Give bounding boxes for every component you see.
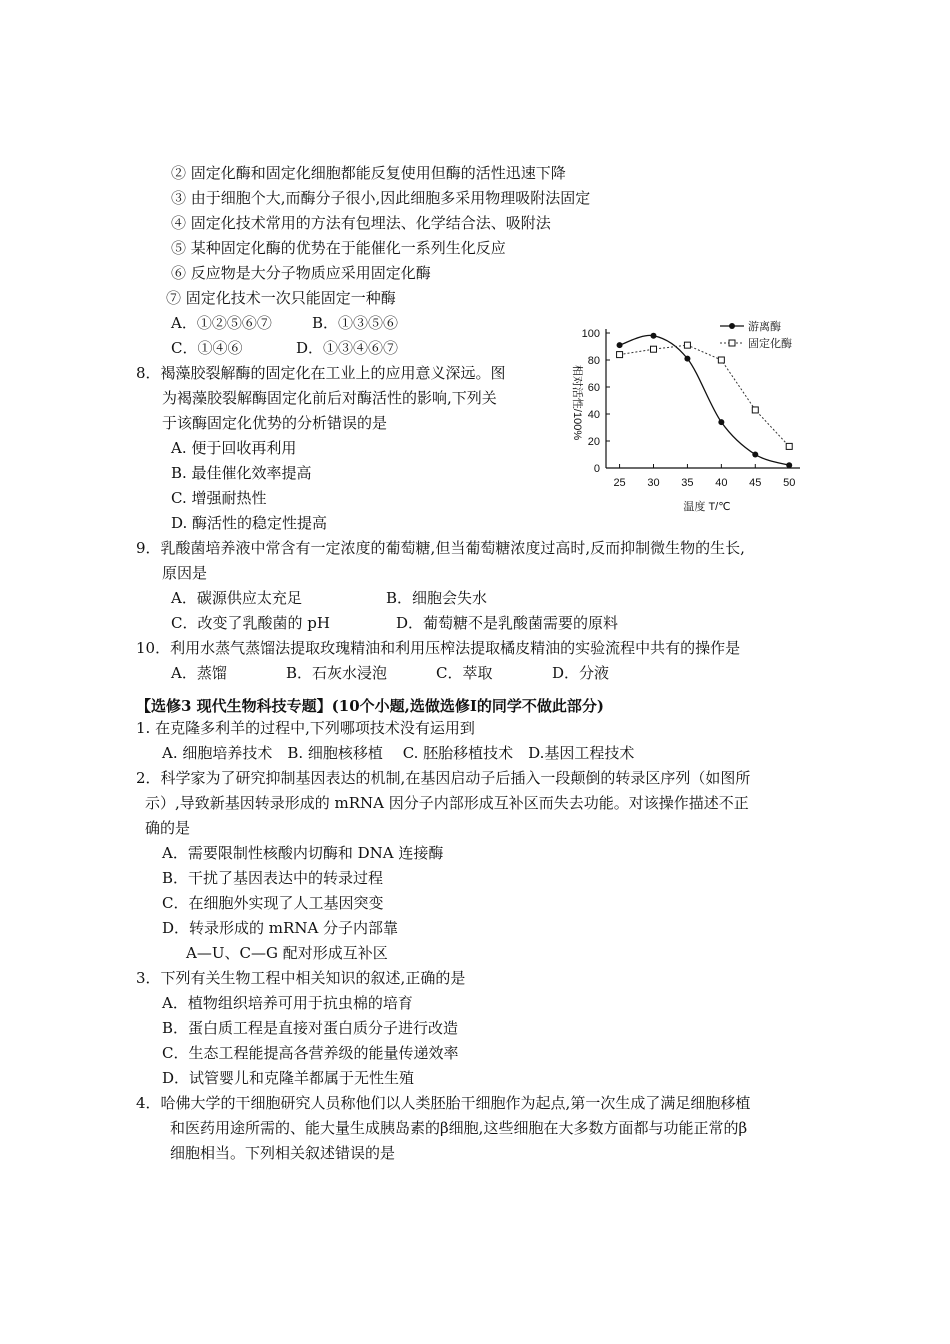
series-line [620, 335, 790, 465]
data-point [752, 407, 758, 413]
x-tick-label: 40 [715, 477, 728, 489]
y-tick-label: 100 [581, 328, 600, 340]
s2-option-c: C．在细胞外实现了人工基因突变 [162, 894, 384, 912]
series-line [620, 345, 790, 446]
q10-option-c: C．萃取 [436, 664, 493, 682]
q8-stem-line2: 为褐藻胶裂解酶固定化前后对酶活性的影响,下列关 [162, 389, 497, 407]
legend-marker [729, 340, 735, 346]
section-heading: 【选修3 现代生物科技专题】(10个小题,选做选修Ⅰ的同学不做此部分) [136, 697, 604, 715]
y-tick-label: 0 [593, 463, 600, 475]
q7-item-6: ⑥ 反应物是大分子物质应采用固定化酶 [171, 264, 431, 282]
x-tick-label: 45 [749, 477, 762, 489]
y-tick-label: 20 [587, 436, 600, 448]
data-point [617, 342, 623, 348]
s4-stem-line2: 和医药用途所需的、能大量生成胰岛素的β细胞,这些细胞在大多数方面都与功能正常的β [170, 1119, 748, 1137]
q7-item-3: ③ 由于细胞个大,而酶分子很小,因此细胞多采用物理吸附法固定 [171, 189, 591, 207]
s4-stem-line3: 细胞相当。下列相关叙述错误的是 [170, 1144, 396, 1162]
data-point [786, 462, 792, 468]
y-tick-label: 80 [587, 355, 600, 367]
x-tick-label: 25 [613, 477, 626, 489]
q8-option-c: C. 增强耐热性 [171, 489, 267, 507]
q10-option-b: B．石灰水浸泡 [286, 664, 388, 682]
s1-stem: 1. 在克隆多利羊的过程中,下列哪项技术没有运用到 [136, 719, 475, 737]
series-free-enzyme [617, 333, 793, 469]
q10-option-d: D．分液 [552, 664, 610, 682]
x-tick-label: 30 [647, 477, 660, 489]
y-tick-label: 40 [587, 409, 600, 421]
series-immobilized-enzyme [617, 342, 793, 449]
s2-option-a: A．需要限制性核酸内切酶和 DNA 连接酶 [162, 844, 444, 862]
s3-stem: 3．下列有关生物工程中相关知识的叙述,正确的是 [136, 969, 466, 987]
data-point [651, 333, 657, 339]
data-point [651, 346, 657, 352]
q9-stem-line2: 原因是 [162, 564, 208, 582]
s3-option-b: B．蛋白质工程是直接对蛋白质分子进行改造 [162, 1019, 459, 1037]
s2-stem-line2: 示）,导致新基因转录形成的 mRNA 因分子内部形成互补区而失去功能。对该操作描述不正 [145, 794, 749, 812]
s2-stem-line1: 2．科学家为了研究抑制基因表达的机制,在基因启动子后插入一段颠倒的转录区序列（如图所 [136, 769, 751, 787]
q9-option-a: A．碳源供应太充足 [171, 589, 302, 607]
q7-item-7: ⑦ 固定化技术一次只能固定一种酶 [166, 289, 396, 307]
q9-option-c: C．改变了乳酸菌的 pH [171, 614, 330, 632]
q7-option-a: A．①②⑤⑥⑦ [171, 314, 272, 332]
legend-label: 游离酶 [748, 321, 781, 333]
data-point [786, 443, 792, 449]
s2-option-d-cont: A—U、C—G 配对形成互补区 [186, 944, 388, 962]
enzyme-activity-chart [560, 318, 822, 518]
x-tick-label: 35 [681, 477, 694, 489]
q9-option-b: B．细胞会失水 [386, 589, 488, 607]
legend [720, 319, 792, 350]
q8-stem-line3: 于该酶固定化优势的分析错误的是 [162, 414, 388, 432]
legend-label: 固定化酶 [748, 338, 792, 350]
q7-item-2: ② 固定化酶和固定化细胞都能反复使用但酶的活性迅速下降 [171, 164, 566, 182]
q8-option-a: A. 便于回收再利用 [171, 439, 297, 457]
s3-option-a: A．植物组织培养可用于抗虫棉的培育 [162, 994, 413, 1012]
q7-item-5: ⑤ 某种固定化酶的优势在于能催化一系列生化反应 [171, 239, 506, 257]
y-axis-label: 相对活性/100% [571, 364, 583, 441]
data-point [684, 342, 690, 348]
q7-option-b: B．①③⑤⑥ [312, 314, 399, 332]
q8-option-d: D. 酶活性的稳定性提高 [171, 514, 328, 532]
y-tick-label: 60 [587, 382, 600, 394]
s2-stem-line3: 确的是 [145, 819, 191, 837]
q9-option-d: D．葡萄糖不是乳酸菌需要的原料 [396, 614, 619, 632]
s1-options: A. 细胞培养技术 B. 细胞核移植 C. 胚胎移植技术 D.基因工程技术 [162, 744, 635, 762]
data-point [718, 357, 724, 363]
s2-option-b: B．干扰了基因表达中的转录过程 [162, 869, 384, 887]
s2-option-d: D．转录形成的 mRNA 分子内部靠 [162, 919, 399, 937]
s3-option-c: C．生态工程能提高各营养级的能量传递效率 [162, 1044, 459, 1062]
data-point [752, 452, 758, 458]
data-point [617, 352, 623, 358]
q7-option-c: C．①④⑥ [171, 339, 243, 357]
s4-stem-line1: 4．哈佛大学的干细胞研究人员称他们以人类胚胎干细胞作为起点,第一次生成了满足细胞移植 [136, 1094, 751, 1112]
s3-option-d: D．试管婴儿和克隆羊都属于无性生殖 [162, 1069, 415, 1087]
q8-stem-line1: 8．褐藻胶裂解酶的固定化在工业上的应用意义深远。图 [136, 364, 506, 382]
q10-option-a: A．蒸馏 [171, 664, 227, 682]
q10-stem: 10．利用水蒸气蒸馏法提取玫瑰精油和利用压榨法提取橘皮精油的实验流程中共有的操作是 [136, 639, 741, 657]
q9-stem-line1: 9．乳酸菌培养液中常含有一定浓度的葡萄糖,但当葡萄糖浓度过高时,反而抑制微生物的生长, [136, 539, 745, 557]
x-axis-label: 温度 T/℃ [683, 501, 731, 513]
data-point [718, 419, 724, 425]
legend-marker [729, 323, 735, 329]
q7-option-d: D．①③④⑥⑦ [296, 339, 399, 357]
data-point [684, 356, 690, 362]
x-tick-label: 50 [783, 477, 796, 489]
q8-option-b: B. 最佳催化效率提高 [171, 464, 312, 482]
q7-item-4: ④ 固定化技术常用的方法有包埋法、化学结合法、吸附法 [171, 214, 551, 232]
